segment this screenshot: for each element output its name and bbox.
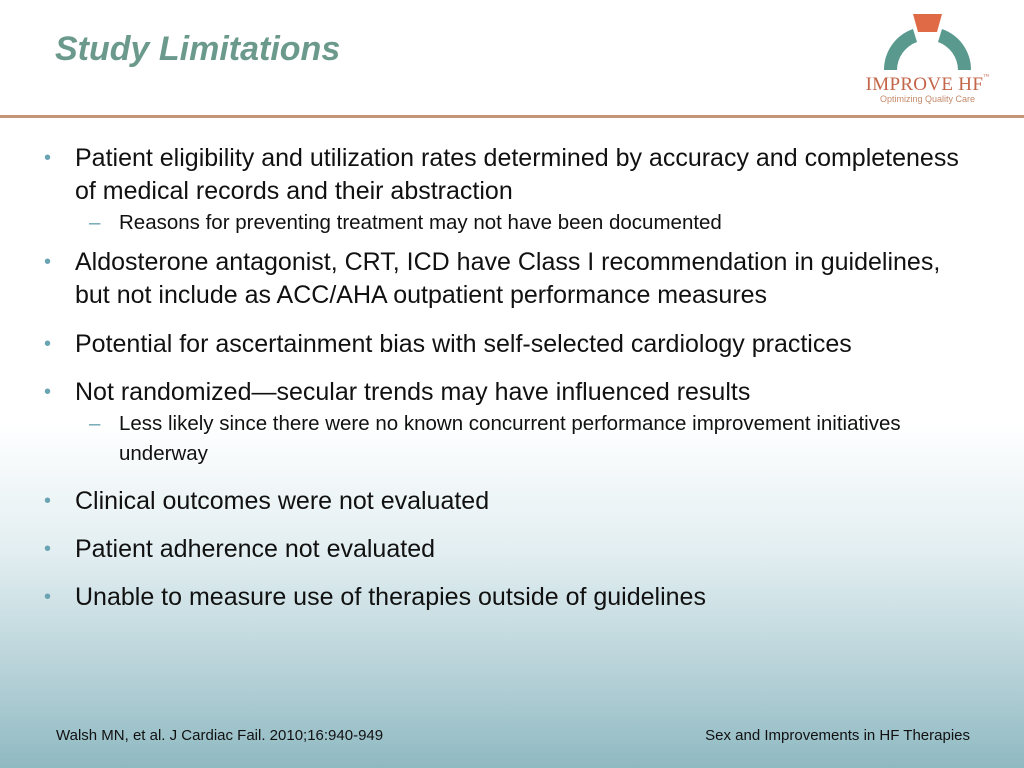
sub-bullet-item	[44, 409, 974, 469]
sub-bullet-text: Reasons for preventing treatment may not have been documented	[119, 211, 722, 234]
bullet-text: Patient eligibility and utilization rates determined by accuracy and completeness of medical records and their abstraction	[75, 144, 959, 205]
logo-name-suffix: HF	[958, 74, 984, 95]
improve-hf-logo	[860, 10, 995, 105]
title-divider	[0, 115, 1024, 118]
logo-wordmark	[860, 74, 995, 96]
footer-citation: Walsh MN, et al. J Cardiac Fail. 2010;16:940-949	[56, 727, 384, 744]
bullet-item	[44, 581, 974, 614]
footer-slide-topic: Sex and Improvements in HF Therapies	[705, 727, 970, 744]
bullet-item	[44, 142, 974, 208]
bullet-item	[44, 246, 974, 312]
bullet-item	[44, 485, 974, 518]
logo-tagline: Optimizing Quality Care	[879, 94, 976, 104]
bullet-item	[44, 328, 974, 361]
logo-arch-icon	[880, 10, 975, 72]
bullet-text: Unable to measure use of therapies outside of guidelines	[75, 583, 706, 611]
bullet-dot-icon: •	[44, 147, 52, 169]
sub-bullet-item	[44, 208, 974, 238]
bullet-dot-icon: •	[44, 586, 52, 608]
logo-trademark: ™	[983, 74, 990, 80]
bullet-dot-icon: •	[44, 381, 52, 403]
bullet-item	[44, 533, 974, 566]
bullet-text: Patient adherence not evaluated	[75, 535, 435, 563]
sub-bullet-text: Less likely since there were no known concurrent performance improvement initiatives underway	[119, 412, 901, 465]
logo-name: IMPROVE	[865, 74, 954, 95]
bullet-text: Not randomized—secular trends may have influenced results	[75, 378, 751, 406]
bullet-dot-icon: •	[44, 333, 52, 355]
bullet-list	[44, 142, 974, 614]
slide-title: Study Limitations	[55, 30, 341, 68]
dash-icon: –	[89, 412, 101, 435]
bullet-dot-icon: •	[44, 490, 52, 512]
bullet-text: Clinical outcomes were not evaluated	[75, 487, 490, 515]
bullet-dot-icon: •	[44, 538, 52, 560]
bullet-dot-icon: •	[44, 251, 52, 273]
bullet-text: Aldosterone antagonist, CRT, ICD have Class I recommendation in guidelines, but not include as ACC/AHA outpatient performance measures	[75, 248, 941, 309]
dash-icon: –	[89, 211, 101, 234]
bullet-item	[44, 376, 974, 409]
bullet-text: Potential for ascertainment bias with self-selected cardiology practices	[75, 330, 852, 358]
